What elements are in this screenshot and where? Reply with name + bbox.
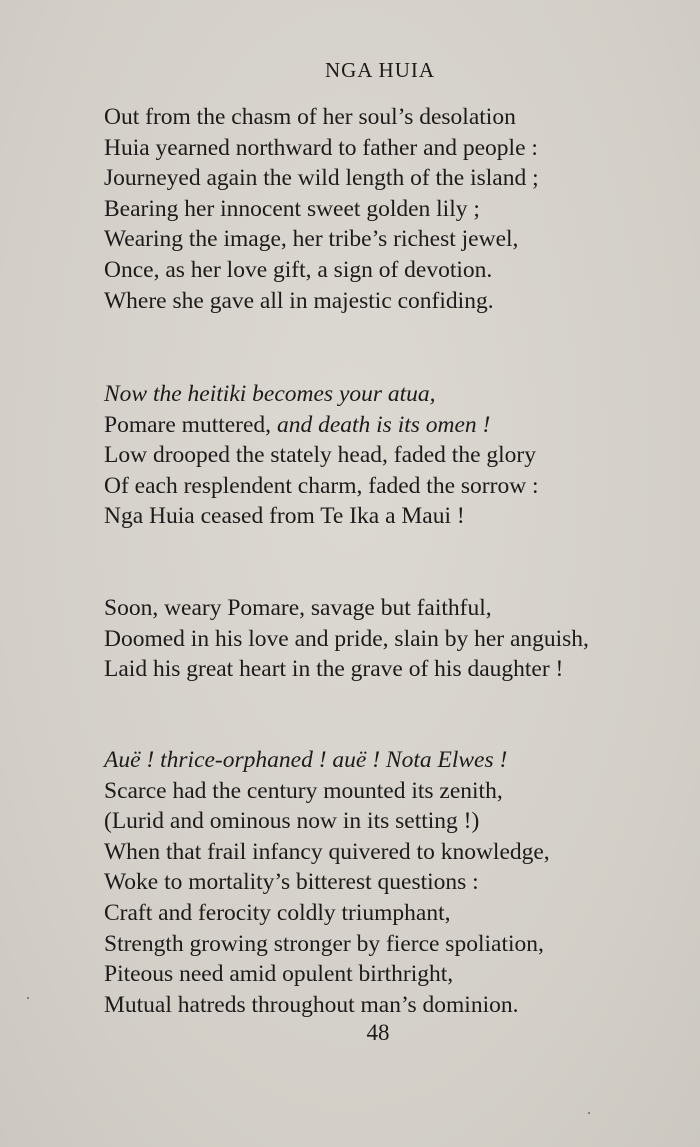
poem-line: Piteous need amid opulent birthright, — [104, 961, 454, 988]
stanza-2 — [104, 379, 539, 532]
poem-line: Scarce had the century mounted its zenith, — [104, 777, 503, 804]
stanza-1 — [104, 102, 539, 316]
poem-line: Where she gave all in majestic confiding. — [104, 287, 494, 314]
poem-line: Now the heitiki becomes your atua, — [104, 381, 436, 407]
running-head: NGA HUIA — [324, 58, 436, 82]
stanza-4 — [104, 745, 550, 1020]
poem-line: Strength growing stronger by fierce spoliation, — [104, 930, 544, 957]
poem-line — [104, 410, 539, 441]
poem-line: Low drooped the stately head, faded the glory — [104, 442, 536, 469]
poem-line-italic: and death is its omen ! — [276, 411, 491, 438]
paper-speck — [27, 997, 29, 999]
stanza-3 — [104, 593, 589, 685]
poem-line: Craft and ferocity coldly triumphant, — [104, 899, 451, 926]
poem-line: Of each resplendent charm, faded the sorrow : — [104, 472, 539, 499]
poem-line: Soon, weary Pomare, savage but faithful, — [104, 595, 492, 621]
poem-line: Auë ! thrice-orphaned ! auë ! Nota Elwes ! — [104, 747, 508, 773]
poem-line: Bearing her innocent sweet golden lily ; — [104, 195, 480, 222]
page-number: 48 — [366, 1020, 390, 1045]
poem-line: Out from the chasm of her soul’s desolation — [104, 104, 516, 130]
poem-line: Laid his great heart in the grave of his daughter ! — [104, 656, 564, 683]
poem-line: Huia yearned northward to father and people : — [104, 134, 538, 161]
poem-line: Doomed in his love and pride, slain by her anguish, — [104, 625, 589, 652]
poem-line: Journeyed again the wild length of the island ; — [104, 165, 539, 192]
poem-line: Once, as her love gift, a sign of devotion. — [104, 256, 493, 283]
poem-line: Nga Huia ceased from Te Ika a Maui ! — [104, 503, 465, 530]
poem-line-roman: Pomare muttered, — [104, 411, 277, 438]
poem-line: Mutual hatreds throughout man’s dominion. — [104, 991, 519, 1018]
paper-speck — [588, 1112, 590, 1114]
poem-line: (Lurid and ominous now in its setting !) — [104, 808, 480, 835]
poem-line: Woke to mortality’s bitterest questions : — [104, 869, 479, 896]
poem-line: When that frail infancy quivered to knowledge, — [104, 838, 550, 865]
poem-line: Wearing the image, her tribe’s richest jewel, — [104, 226, 519, 253]
